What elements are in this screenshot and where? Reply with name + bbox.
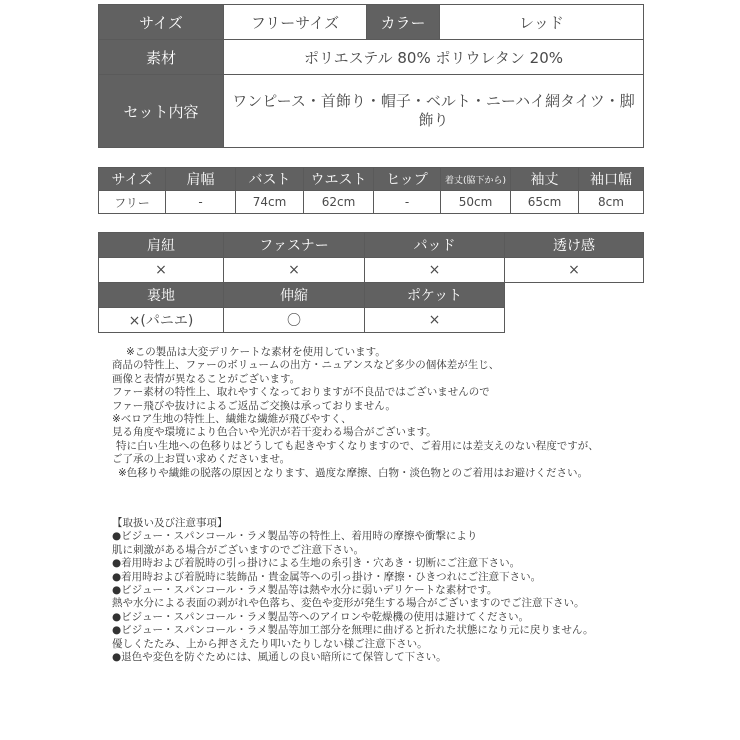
spec-row-material — [99, 40, 644, 75]
care-heading: 【取扱い及び注意事項】 — [112, 517, 228, 529]
size-header-cell: 着丈(脇下から) — [441, 168, 511, 191]
note-line: ※色移りや繊維の脱落の原因となります、過度な摩擦、白物・淡色物とのご着用はお避けください。 — [118, 466, 588, 479]
feature-header-row-1 — [99, 233, 644, 258]
care-instructions — [112, 517, 594, 664]
feature-header-row-2 — [99, 283, 644, 308]
size-header-cell: 袖口幅 — [579, 168, 644, 191]
feature-header-cell: 裏地 — [99, 283, 224, 308]
spec-row-set — [99, 75, 644, 148]
feature-value-cell: × — [505, 258, 644, 283]
size-value-row — [99, 191, 644, 214]
care-line: 肌に刺激がある場合がございますのでご注意下さい。 — [112, 543, 364, 556]
note-line: ※この製品は大変デリケートな素材を使用しています。 — [126, 346, 386, 358]
feature-table — [98, 232, 644, 333]
size-header-cell: ウエスト — [304, 168, 374, 191]
note-line: ※ベロア生地の特性上、繊維な繊維が飛びやすく、 — [112, 413, 352, 426]
material-value: ポリエステル 80% ポリウレタン 20% — [224, 40, 644, 75]
product-notes — [112, 346, 599, 480]
size-value-cell: 62cm — [304, 191, 374, 214]
size-value-cell: - — [374, 191, 441, 214]
size-value-cell: フリー — [99, 191, 166, 214]
care-line: 優しくたたみ、上から押さえたり叩いたりしない様ご注意下さい。 — [112, 637, 428, 650]
note-line: ご了承の上お買い求めくださいませ。 — [112, 453, 291, 466]
size-header-row — [99, 168, 644, 191]
care-line: ●着用時および着脱時の引っ掛けによる生地の糸引き・穴あき・切断にご注意下さい。 — [112, 557, 521, 570]
feature-value-row-2 — [99, 308, 644, 333]
color-value: レッド — [440, 5, 644, 40]
feature-header-cell: 肩紐 — [99, 233, 224, 258]
care-line: ●ビジュー・スパンコール・ラメ製品等は熱や水分に弱いデリケートな素材です。 — [112, 584, 498, 597]
note-line: 商品の特性上、ファーのボリュームの出方・ニュアンスなど多少の個体差が生じ、 — [112, 359, 500, 372]
feature-header-cell: パッド — [365, 233, 505, 258]
care-line: ●退色や変色を防ぐためには、風通しの良い暗所にて保管して下さい。 — [112, 651, 447, 664]
size-value-cell: 50cm — [441, 191, 511, 214]
feature-value-cell: ×(パニエ) — [99, 308, 224, 333]
empty-cell — [505, 283, 644, 308]
feature-value-cell: 〇 — [224, 308, 365, 333]
size-header-cell: ヒップ — [374, 168, 441, 191]
size-value-cell: 65cm — [511, 191, 579, 214]
care-line: ●ビジュー・スパンコール・ラメ製品等の特性上、着用時の摩擦や衝撃により — [112, 530, 478, 543]
care-line: ●ビジュー・スパンコール・ラメ製品等加工部分を無理に曲げると折れた状態になり元に戻りません。 — [112, 624, 594, 637]
material-label: 素材 — [99, 40, 224, 75]
size-value: フリーサイズ — [224, 5, 367, 40]
feature-value-row-1 — [99, 258, 644, 283]
feature-value-cell: × — [365, 308, 505, 333]
note-line: 特に白い生地への色移りはどうしても起きやすくなりますので、ご着用には差支えのない程度ですが、 — [116, 439, 599, 452]
feature-header-cell: 透け感 — [505, 233, 644, 258]
size-label: サイズ — [99, 5, 224, 40]
care-line: ●ビジュー・スパンコール・ラメ製品等へのアイロンや乾燥機の使用は避けてください。 — [112, 610, 529, 623]
feature-header-cell: ポケット — [365, 283, 505, 308]
note-line: ファー素材の特性上、取れやすくなっておりますが不良品ではございませんので — [112, 386, 490, 399]
care-line: 熱や水分による表面の剥がれや色落ち、変色や変形が発生する場合がございますのでご注意下さい。 — [112, 597, 585, 610]
size-header-cell: 袖丈 — [511, 168, 579, 191]
feature-value-cell: × — [224, 258, 365, 283]
note-line: 画像と表情が異なることがございます。 — [112, 372, 301, 385]
size-value-cell: 8cm — [579, 191, 644, 214]
care-line: ●着用時および着脱時に装飾品・貴金属等への引っ掛け・摩擦・ひきつれにご注意下さい。 — [112, 570, 542, 583]
size-header-cell: サイズ — [99, 168, 166, 191]
set-label: セット内容 — [99, 75, 224, 148]
spec-row-size-color — [99, 5, 644, 40]
spec-table — [98, 4, 644, 148]
note-line: 見る角度や環境により色合いや光沢が若干変わる場合がございます。 — [112, 426, 437, 439]
size-value-cell: 74cm — [236, 191, 304, 214]
feature-header-cell: ファスナー — [224, 233, 365, 258]
feature-value-cell: × — [365, 258, 505, 283]
note-line: ファー飛びや抜けによるご返品ご交換は承っておりません。 — [112, 399, 396, 412]
set-value: ワンピース・首飾り・帽子・ベルト・ニーハイ網タイツ・脚飾り — [224, 75, 644, 148]
size-value-cell: - — [166, 191, 236, 214]
feature-header-cell: 伸縮 — [224, 283, 365, 308]
size-header-cell: バスト — [236, 168, 304, 191]
color-label: カラー — [367, 5, 440, 40]
size-header-cell: 肩幅 — [166, 168, 236, 191]
feature-value-cell: × — [99, 258, 224, 283]
empty-cell — [505, 308, 644, 333]
size-table — [98, 167, 644, 214]
